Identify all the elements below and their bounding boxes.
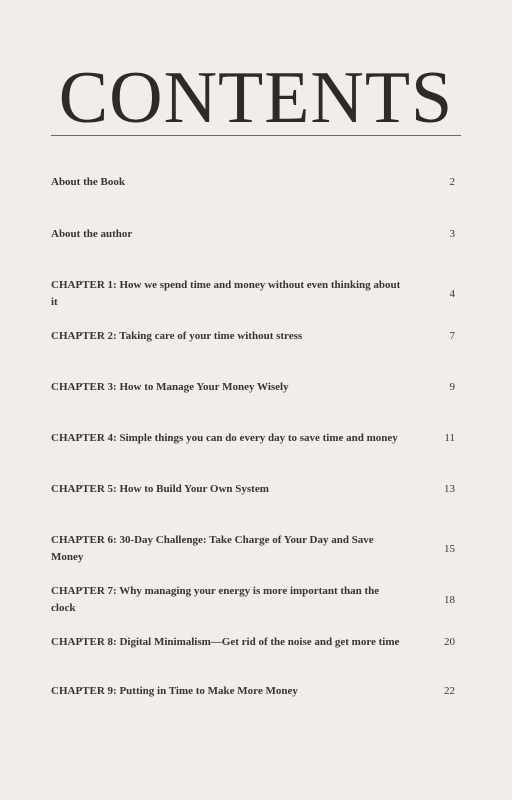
toc-entry-page: 4	[449, 287, 455, 300]
toc-entry-chapter-6[interactable]	[51, 532, 455, 566]
toc-entry-page: 7	[449, 330, 455, 342]
toc-entry-page: 22	[444, 685, 455, 697]
toc-entry-label: About the Book	[51, 176, 125, 188]
toc-entry-chapter-3[interactable]	[51, 379, 455, 396]
toc-entry-chapter-1[interactable]	[51, 277, 455, 311]
toc-entry-page: 9	[449, 381, 455, 393]
toc-entry-chapter-8[interactable]	[51, 634, 455, 651]
toc-entry-chapter-7[interactable]	[51, 583, 455, 617]
toc-entry-chapter-5[interactable]	[51, 481, 455, 498]
toc-entry-chapter-9[interactable]	[51, 683, 455, 700]
toc-entry-label: CHAPTER 5: How to Build Your Own System	[51, 483, 269, 495]
toc-entry-about-author[interactable]	[51, 226, 455, 243]
toc-entry-page: 3	[449, 228, 455, 240]
toc-entry-label: CHAPTER 2: Taking care of your time without stress	[51, 330, 303, 342]
toc-entry-label: CHAPTER 9: Putting in Time to Make More Money	[51, 685, 298, 697]
toc-entry-page: 2	[449, 176, 455, 188]
toc-entry-page: 18	[444, 593, 455, 606]
toc-entry-about-book[interactable]	[51, 174, 455, 191]
page-title: CONTENTS	[58, 57, 454, 139]
toc-entry-page: 15	[444, 542, 455, 555]
toc-entry-label: CHAPTER 7: Why managing your energy is more important than the clock	[51, 585, 380, 614]
toc-entry-page: 13	[444, 483, 455, 495]
toc-entry-label: CHAPTER 6: 30-Day Challenge: Take Charge of Your Day and Save Money	[51, 534, 374, 563]
toc-entry-label: CHAPTER 4: Simple things you can do every day to save time and money	[51, 432, 398, 444]
title-divider	[51, 135, 461, 136]
toc-entry-chapter-2[interactable]	[51, 328, 455, 345]
toc-entry-page: 20	[444, 636, 455, 648]
toc-entry-chapter-4[interactable]	[51, 430, 455, 447]
toc-entry-page: 11	[444, 432, 455, 444]
toc-entry-label: About the author	[51, 228, 133, 240]
toc-entry-label: CHAPTER 3: How to Manage Your Money Wisely	[51, 381, 289, 393]
toc-entry-label: CHAPTER 1: How we spend time and money without even thinking about it	[51, 279, 401, 308]
toc-entry-label: CHAPTER 8: Digital Minimalism—Get rid of the noise and get more time	[51, 636, 400, 648]
